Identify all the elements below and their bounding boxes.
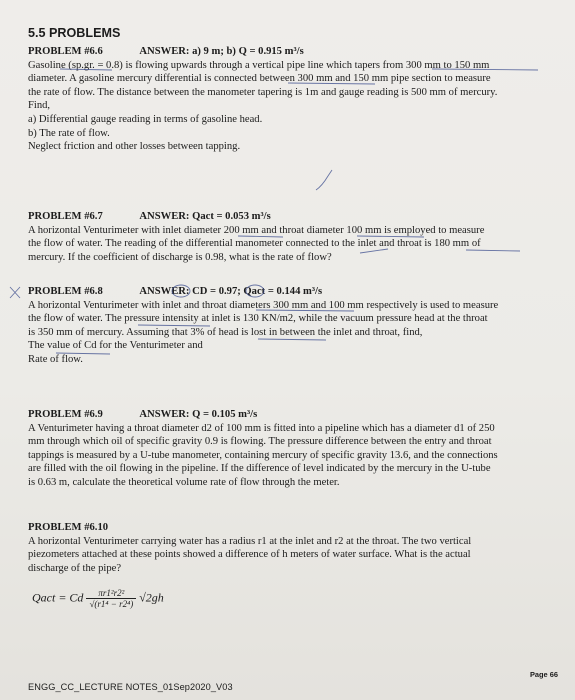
problem-line: A Venturimeter having a throat diameter d2 of 100 mm is fitted into a pipeline which has a diameter d1 of 250 [28,422,495,434]
problem-line: a) Differential gauge reading in terms of gasoline head. [28,113,263,125]
formula-root: √2gh [139,590,164,605]
problem-line: piezometers attached at these points showed a difference of h meters of water surface. What is the actual [28,549,471,561]
formula-denominator: √(r1⁴ − r2⁴) [89,599,134,609]
problem-label: PROBLEM #6.10 [28,522,109,533]
discharge-formula [32,588,164,609]
problem-line: Rate of flow. [28,353,83,365]
problem-line: is 350 mm of mercury. Assuming that 3% of head is lost in between the inlet and throat, find, [28,326,423,338]
problem-label: PROBLEM #6.8 [28,286,103,297]
problem-line: b) The rate of flow. [28,127,110,139]
problem-line: A horizontal Venturimeter with inlet diameter 200 mm and throat diameter 100 mm is employed to measure [28,224,485,236]
problem-label: PROBLEM #6.6 [28,46,103,57]
problem-line: is 0.63 m, calculate the theoretical volume rate of flow through the meter. [28,476,340,488]
problem-6-6 [28,45,548,154]
problem-line: the flow of water. The pressure intensity at inlet is 130 KN/m2, while the vacuum pressure head at the throat [28,313,488,325]
problem-6-9 [28,408,548,490]
formula-fraction [86,588,136,609]
problem-line: A horizontal Venturimeter with inlet and throat diameters 300 mm and 100 mm respectively is used to measure [28,299,499,311]
footer-text: ENGG_CC_LECTURE NOTES_01Sep2020_V03 [28,682,233,692]
problem-line: tappings is measured by a U-tube manometer, containing mercury of specific gravity 13.6, and the connections [28,449,498,461]
problem-label: PROBLEM #6.7 [28,211,103,222]
problem-line: the rate of flow. The distance between the manometer tapering is 1m and gauge reading is 500 mm of mercury. [28,86,498,98]
problem-label: PROBLEM #6.9 [28,409,103,420]
problem-6-7 [28,210,548,264]
problem-line: diameter. A gasoline mercury differential is connected between 300 mm and 150 mm pipe section to measure [28,73,491,85]
problem-line: are filled with the oil flowing in the pipeline. If the difference of level indicated by the mercury in the U-tube [28,463,491,475]
problem-line: A horizontal Venturimeter carrying water has a radius r1 at the inlet and r2 at the throat. The two vertical [28,535,472,547]
problem-header [28,521,548,535]
problem-line: The value of Cd for the Venturimeter and [28,340,203,352]
problem-line: Find, [28,100,51,112]
problem-header [28,45,548,59]
formula-lhs: Qact = Cd [32,590,84,605]
problem-answer: ANSWER: a) 9 m; b) Q = 0.915 m³/s [139,46,304,57]
problem-line: Gasoline (sp.gr. = 0.8) is flowing upwards through a vertical pipe line which tapers from 300 mm to 150 mm [28,59,490,71]
problem-answer: ANSWER: Qact = 0.053 m³/s [139,211,271,222]
problem-6-8 [28,285,548,367]
problem-header [28,210,548,224]
problem-6-10 [28,521,548,575]
problem-header [28,408,548,422]
problem-line: the flow of water. The reading of the differential manometer connected to the inlet and throat is 180 mm of [28,238,481,250]
problem-answer: ANSWER: Q = 0.105 m³/s [139,409,258,420]
section-title: 5.5 PROBLEMS [28,26,121,40]
formula-numerator: πr1²r2² [86,588,136,599]
problem-line: discharge of the pipe? [28,562,122,574]
problem-line: mm through which oil of specific gravity 0.9 is flowing. The pressure difference between the entry and throat [28,436,492,448]
problem-line: Neglect friction and other losses between tapping. [28,141,241,153]
page-number: Page 66 [530,670,558,679]
problem-header [28,285,548,299]
problem-line: mercury. If the coefficient of discharge is 0.98, what is the rate of flow? [28,251,332,263]
problem-answer: ANSWER: CD = 0.97; Qact = 0.144 m³/s [139,286,323,297]
